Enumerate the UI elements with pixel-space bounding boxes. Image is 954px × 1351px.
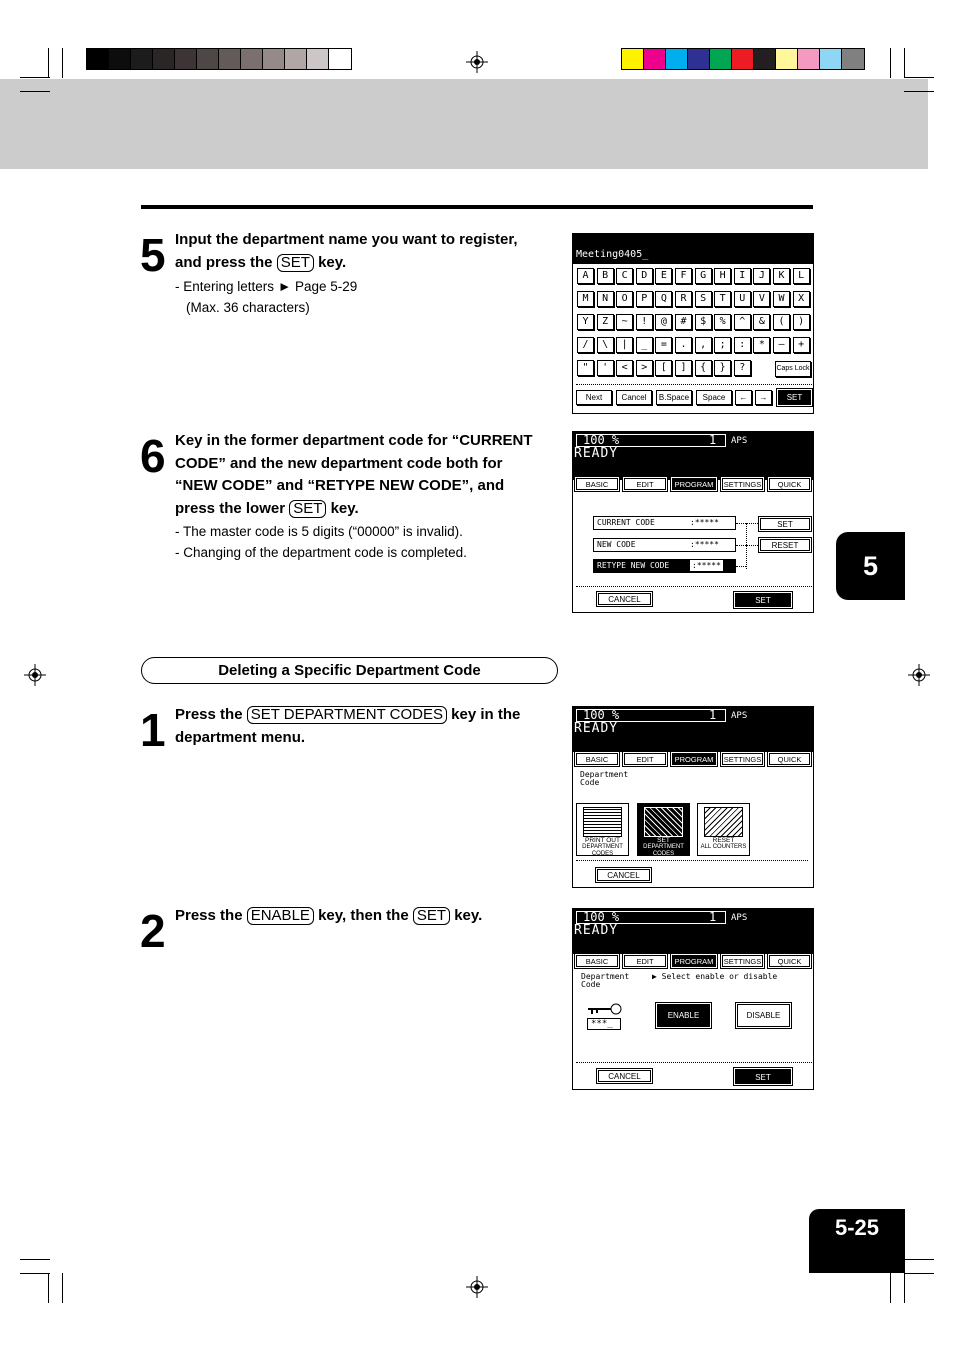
step-instruction (175, 430, 560, 520)
set-keycap: SET (413, 907, 450, 925)
set-key[interactable]: SET (778, 390, 811, 405)
keyboard-key[interactable]: Q (655, 291, 672, 307)
backspace-key[interactable]: B.Space (656, 390, 692, 405)
set-department-codes-icon (644, 807, 683, 837)
gray-swatch (197, 49, 219, 69)
keyboard-key[interactable]: / (577, 337, 594, 353)
color-swatch (798, 49, 820, 69)
department-code-label: Department Code (581, 972, 630, 989)
gray-swatch (109, 49, 131, 69)
grayscale-swatch-bar (86, 48, 352, 70)
registration-mark-icon (466, 51, 488, 73)
keyboard-key[interactable]: U (734, 291, 751, 307)
color-swatch (842, 49, 864, 69)
keyboard-key[interactable]: T (714, 291, 731, 307)
cancel-button[interactable]: CANCEL (598, 1070, 651, 1082)
color-swatch (710, 49, 732, 69)
color-swatch (622, 49, 644, 69)
tab-settings[interactable]: SETTINGS (723, 755, 762, 764)
keyboard-key[interactable]: " (577, 360, 594, 376)
keyboard-key[interactable]: W (773, 291, 790, 307)
keyboard-key[interactable]: Z (597, 314, 614, 330)
keyboard-key[interactable]: | (616, 337, 633, 353)
keyboard-key[interactable]: ( (773, 314, 790, 330)
keyboard-key[interactable]: , (695, 337, 712, 353)
set-keycap: SET (289, 500, 326, 518)
keyboard-key[interactable]: P (636, 291, 653, 307)
gray-swatch (329, 49, 351, 69)
keyboard-key[interactable]: J (753, 268, 770, 284)
new-code-field[interactable]: NEW CODE :***** (593, 538, 736, 552)
enable-disable-screen: 100 % 1 APS READY BASIC EDIT PROGRAM SETTINGS QUICK Department Code ▶ Select enable or disable ***_ ENABLE DISABLE CANCEL SET (572, 908, 814, 1090)
color-swatch (776, 49, 798, 69)
keyboard-key[interactable]: M (577, 291, 594, 307)
set-keycap: SET (277, 254, 314, 272)
arrow-right-key[interactable]: → (755, 390, 772, 405)
keyboard-key[interactable]: ] (675, 360, 692, 376)
keyboard-key[interactable]: % (714, 314, 731, 330)
keyboard-key[interactable]: S (695, 291, 712, 307)
tab-edit[interactable]: EDIT (624, 753, 666, 765)
step-instruction (175, 229, 555, 274)
set-button[interactable]: SET (735, 1069, 791, 1084)
keyboard-key[interactable]: ? (734, 360, 751, 376)
step-line: CODE” and the new department code both for (175, 454, 503, 472)
color-swatch (820, 49, 842, 69)
gray-swatch (87, 49, 109, 69)
keyboard-key[interactable]: F (675, 268, 692, 284)
step-number: 6 (140, 430, 166, 482)
keyboard-key[interactable]: ; (714, 337, 731, 353)
arrow-left-key[interactable]: ← (735, 390, 752, 405)
keyboard-key[interactable]: ) (793, 314, 810, 330)
retype-new-code-field[interactable]: RETYPE NEW CODE :***** (593, 559, 736, 573)
step-line: Key in the former department code for “CURRENT (175, 432, 533, 449)
gray-swatch (307, 49, 329, 69)
step-number: 1 (140, 704, 166, 756)
keyboard-key[interactable]: @ (655, 314, 672, 330)
registration-mark-icon (466, 1276, 488, 1298)
entry-field: Meeting0405_ (576, 249, 649, 260)
keyboard-key[interactable]: _ (636, 337, 653, 353)
keyboard-key[interactable]: ~ (616, 314, 633, 330)
keyboard-key[interactable]: A (577, 268, 594, 284)
cancel-button[interactable]: CANCEL (598, 593, 651, 605)
step-line: Press the SET DEPARTMENT CODES key in the (175, 706, 521, 723)
tab-settings[interactable]: SETTINGS (723, 957, 762, 966)
keyboard-key[interactable]: K (773, 268, 790, 284)
step-line: “NEW CODE” and “RETYPE NEW CODE”, and (175, 477, 505, 494)
code-display: ***_ (587, 1018, 621, 1030)
keyboard-key[interactable]: . (675, 337, 692, 353)
keyboard-key[interactable]: } (714, 360, 731, 376)
set-department-codes-button[interactable]: SET DEPARTMENT CODES (637, 803, 690, 856)
keyboard-key[interactable]: X (793, 291, 810, 307)
cancel-key[interactable]: Cancel (616, 390, 652, 405)
caps-lock-key[interactable]: Caps Lock (775, 361, 811, 377)
key-icon (588, 1003, 622, 1015)
keyboard-key[interactable]: < (616, 360, 633, 376)
color-swatch (754, 49, 776, 69)
keyboard-key[interactable]: Y (577, 314, 594, 330)
enable-keycap: ENABLE (247, 907, 314, 925)
keyboard-key[interactable]: + (793, 337, 810, 353)
tab-program[interactable]: PROGRAM (672, 478, 716, 490)
tab-edit[interactable]: EDIT (624, 955, 666, 967)
keyboard-key[interactable]: ! (636, 314, 653, 330)
space-key[interactable]: Space (696, 390, 732, 405)
keyboard-key[interactable]: H (714, 268, 731, 284)
section-title: Deleting a Specific Department Code (141, 657, 558, 684)
keyboard-key[interactable]: N (597, 291, 614, 307)
keyboard-key[interactable]: I (734, 268, 751, 284)
arrow-right-icon: ► (277, 279, 292, 294)
step-note: - The master code is 5 digits (“00000” is invalid). - Changing of the department code is completed. (175, 524, 467, 560)
step-line: press the lower SET key. (175, 499, 359, 517)
print-out-department-codes-button[interactable]: PRINT OUT DEPARTMENT CODES (576, 803, 629, 856)
cancel-button[interactable]: CANCEL (597, 869, 650, 881)
keyboard-key[interactable]: R (675, 291, 692, 307)
color-swatch (732, 49, 754, 69)
tab-basic[interactable]: BASIC (576, 955, 618, 967)
set-lower-button[interactable]: SET (735, 593, 791, 607)
keyboard-key[interactable]: : (734, 337, 751, 353)
reset-all-counters-button[interactable]: RESET ALL COUNTERS (697, 803, 750, 856)
keyboard-key[interactable]: $ (695, 314, 712, 330)
reset-counters-icon (704, 807, 743, 837)
keyboard-key[interactable]: E (655, 268, 672, 284)
tab-quick[interactable]: QUICK (769, 955, 810, 967)
department-code-label: Department Code (580, 770, 629, 787)
print-out-icon (583, 807, 622, 837)
keyboard-key[interactable]: D (636, 268, 653, 284)
keyboard-key[interactable]: { (695, 360, 712, 376)
gray-header-band (0, 79, 928, 169)
keyboard-key[interactable]: G (695, 268, 712, 284)
heading-rule (141, 205, 813, 209)
keyboard-key[interactable]: L (793, 268, 810, 284)
keyboard-key[interactable]: — (773, 337, 790, 353)
step-instruction (175, 905, 560, 928)
keyboard-key[interactable]: O (616, 291, 633, 307)
tab-basic[interactable]: BASIC (576, 753, 618, 765)
color-swatch (644, 49, 666, 69)
keyboard-key[interactable]: \ (597, 337, 614, 353)
step-line: Press the ENABLE key, then the SET key. (175, 907, 483, 924)
gray-swatch (241, 49, 263, 69)
keyboard-key[interactable]: # (675, 314, 692, 330)
step-number: 5 (140, 229, 166, 281)
gray-swatch (263, 49, 285, 69)
set-button[interactable]: SET (760, 518, 810, 530)
chapter-tab: 5 (836, 532, 905, 600)
step-instruction (175, 704, 560, 749)
code-change-screen: 100 % 1 APS READY BASIC EDIT PROGRAM SETTINGS QUICK CURRENT CODE :***** NEW CODE :***** RETYPE NEW CODE :***** SET RESET CANCEL SET (572, 431, 814, 613)
next-key[interactable]: Next (576, 390, 612, 405)
color-swatch-bar (621, 48, 865, 70)
registration-mark-icon (24, 664, 46, 686)
step-line: Input the department name you want to register, (175, 231, 518, 248)
tab-basic[interactable]: BASIC (576, 478, 618, 490)
step-number: 2 (140, 905, 166, 957)
page-number: 5-25 (809, 1209, 905, 1273)
tab-quick[interactable]: QUICK (769, 478, 810, 490)
prompt-text: ▶ Select enable or disable (652, 972, 778, 981)
gray-swatch (131, 49, 153, 69)
keyboard-key[interactable]: V (753, 291, 770, 307)
color-swatch (666, 49, 688, 69)
step-line: and press the SET key. (175, 253, 347, 271)
current-code-field[interactable]: CURRENT CODE :***** (593, 516, 736, 530)
keyboard-key[interactable]: ' (597, 360, 614, 376)
tab-quick[interactable]: QUICK (769, 753, 810, 765)
gray-swatch (285, 49, 307, 69)
step-line: department menu. (175, 728, 306, 746)
tab-settings[interactable]: SETTINGS (723, 480, 762, 489)
registration-mark-icon (908, 664, 930, 686)
tab-program[interactable]: PROGRAM (672, 753, 716, 765)
keyboard-key[interactable]: & (753, 314, 770, 330)
keyboard-key[interactable]: * (753, 337, 770, 353)
keyboard-key[interactable]: B (597, 268, 614, 284)
disable-button[interactable]: DISABLE (737, 1004, 790, 1027)
gray-swatch (153, 49, 175, 69)
keyboard-screen (572, 233, 814, 414)
tab-program[interactable]: PROGRAM (672, 955, 716, 967)
tab-edit[interactable]: EDIT (624, 478, 666, 490)
gray-swatch (219, 49, 241, 69)
enable-button[interactable]: ENABLE (657, 1004, 710, 1027)
step-note: - Entering letters ► Page 5-29 (Max. 36 characters) (175, 279, 358, 315)
keyboard-key[interactable]: C (616, 268, 633, 284)
keyboard-key[interactable]: [ (655, 360, 672, 376)
set-department-codes-keycap: SET DEPARTMENT CODES (247, 706, 447, 724)
triangle-right-icon: ▶ (652, 972, 657, 981)
keyboard-key[interactable]: ^ (734, 314, 751, 330)
color-swatch (688, 49, 710, 69)
reset-button[interactable]: RESET (760, 539, 810, 551)
gray-swatch (175, 49, 197, 69)
keyboard-key[interactable]: = (655, 337, 672, 353)
keyboard-key[interactable]: > (636, 360, 653, 376)
department-menu-screen: 100 % 1 APS READY BASIC EDIT PROGRAM SETTINGS QUICK Department Code PRINT OUT DEPARTMENT CODES SET DEPARTMENT CODES RESET ALL COUNTERS CANCEL (572, 706, 814, 888)
